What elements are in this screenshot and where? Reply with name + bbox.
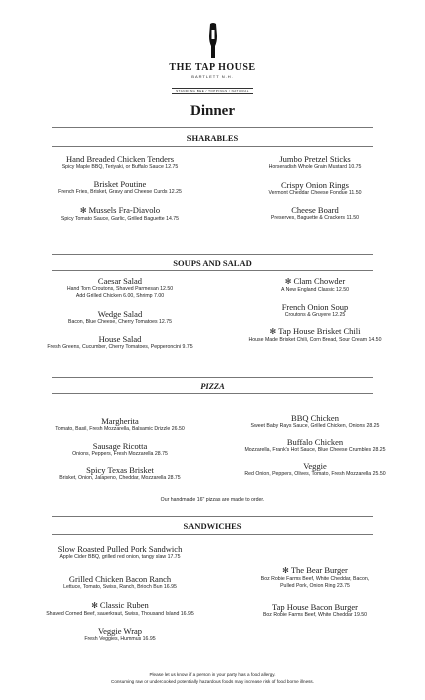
logo-location: BARTLETT N.H. xyxy=(191,74,234,79)
menu-item: Margherita Tomato, Basil, Fresh Mozzarella, Balsamic Drizzle 26.50 xyxy=(55,416,185,432)
divider xyxy=(52,377,373,378)
divider xyxy=(52,146,373,147)
menu-item: BBQ Chicken Sweet Baby Rays Sauce, Grilled Chicken, Onions 28.25 xyxy=(250,413,380,429)
section-title-sandwiches: SANDWICHES xyxy=(183,521,242,531)
divider xyxy=(52,254,373,255)
logo-name: THE TAP HOUSE xyxy=(169,62,256,73)
menu-item: ✻ The Bear Burger Boz Robie Farms Beef, White Cheddar, Bacon, Pulled Pork, Onion Ring 23.75 xyxy=(260,565,370,589)
menu-item: Slow Roasted Pulled Pork Sandwich Apple Cider BBQ, grilled red onion, tangy slaw 17.75 xyxy=(57,544,183,560)
menu-item: Tap House Bacon Burger Boz Robie Farms Beef, White Cheddar 19.50 xyxy=(262,602,368,618)
menu-item: ✻ Classic Ruben Shaved Corned Beef, sauerkraut, Swiss, Thousand Island 16.95 xyxy=(46,600,194,617)
house-special-icon: ✻ xyxy=(282,566,289,575)
house-special-icon: ✻ xyxy=(91,601,98,610)
menu-item: Wedge Salad Bacon, Blue Cheese, Cherry Tomatoes 12.75 xyxy=(67,309,172,325)
house-special-icon: ✻ xyxy=(79,206,87,215)
menu-item: ✻ Tap House Brisket Chili House Made Brisket Chili, Corn Bread, Sour Cream 14.50 xyxy=(248,326,382,343)
divider xyxy=(52,393,373,394)
menu-item: Crispy Onion Rings Vermont Cheddar Cheese Fondue 11.50 xyxy=(268,180,362,196)
divider xyxy=(52,534,373,535)
menu-item: Spicy Texas Brisket Brisket, Onion, Jalapeno, Cheddar, Mozzarella 28.75 xyxy=(59,465,181,481)
menu-item: Jumbo Pretzel Sticks Horseradish Whole Grain Mustard 10.75 xyxy=(268,154,362,170)
menu-item: Veggie Red Onion, Peppers, Olives, Tomato, Fresh Mozzarella 25.50 xyxy=(244,461,386,477)
menu-title: Dinner xyxy=(190,103,235,119)
menu-item: Caesar Salad Hand Torn Croutons, Shaved Parmesan 12.50 Add Grilled Chicken 6.00, Shrimp 7.00 xyxy=(66,276,174,299)
menu-item: Grilled Chicken Bacon Ranch Lettuce, Tomato, Swiss, Ranch, Brioch Bun 16.95 xyxy=(63,574,177,590)
divider xyxy=(52,127,373,128)
house-special-icon: ✻ xyxy=(269,327,277,336)
menu-item: ✻ Mussels Fra-Diavolo Spicy Tomato Sauce, Garlic, Grilled Baguette 14.75 xyxy=(60,205,180,222)
pizza-note: Our handmade 16" pizzas are made to order. xyxy=(160,497,265,503)
house-special-icon: ✻ xyxy=(284,277,292,286)
food-safety-notice: Consuming raw or undercooked potentially hazardous foods may increase risk of food borne illness. xyxy=(111,679,314,684)
menu-item: House Salad Fresh Greens, Cucumber, Cherry Tomatoes, Pepperoncini 9.75 xyxy=(47,334,193,350)
tap-handle-icon xyxy=(206,22,220,60)
menu-item: Veggie Wrap Fresh Veggies, Hummus 16.95 xyxy=(84,626,156,642)
allergy-notice: Please let us know if a person in your party has a food allergy. xyxy=(149,672,276,677)
section-title-pizza: PIZZA xyxy=(200,381,225,391)
menu-item: Hand Breaded Chicken Tenders Spicy Maple BBQ, Teriyaki, or Buffalo Sauce 12.75 xyxy=(61,154,179,170)
divider xyxy=(52,270,373,271)
logo-tagline: STANDING BEE / TOPPINGS / NATURAL xyxy=(172,88,253,94)
menu-item: Buffalo Chicken Mozzarella, Frank's Hot Sauce, Blue Cheese Crumbles 28.25 xyxy=(244,437,386,453)
menu-item: French Onion Soup Croutons & Gruyere 12.25 xyxy=(281,302,349,318)
menu-item: Cheese Board Preserves, Baguette & Crackers 11.50 xyxy=(270,205,360,221)
menu-item: ✻ Clam Chowder A New England Classic 12.50 xyxy=(280,276,350,293)
menu-item: Sausage Ricotta Onions, Peppers, Fresh Mozzarella 28.75 xyxy=(72,441,168,457)
section-title-soups: SOUPS AND SALAD xyxy=(173,258,252,268)
restaurant-logo xyxy=(0,22,425,97)
section-title-sharables: SHARABLES xyxy=(186,133,239,143)
menu-item: Brisket Poutine French Fries, Brisket, Gravy and Cheese Curds 12.25 xyxy=(58,179,182,195)
divider xyxy=(52,516,373,517)
